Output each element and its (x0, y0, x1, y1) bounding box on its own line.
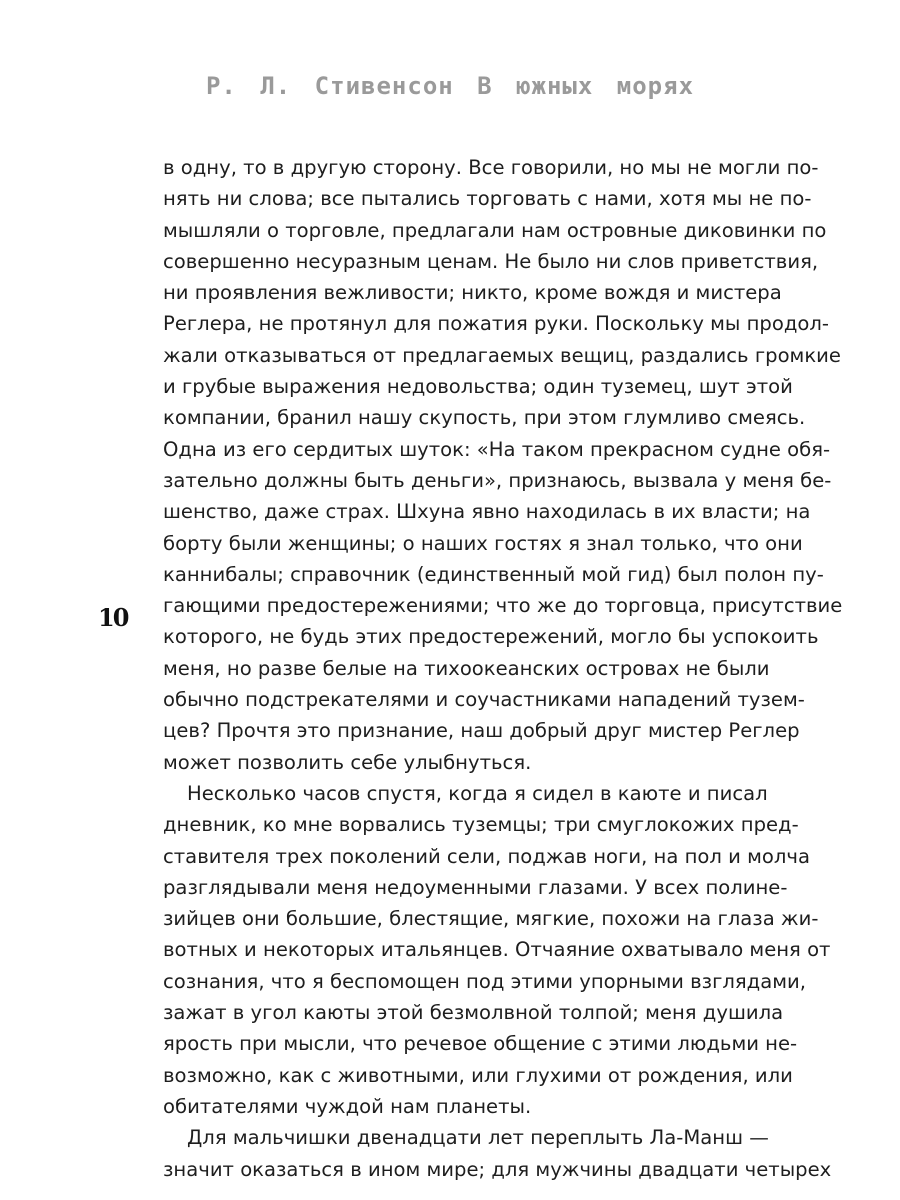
text-line: жали отказываться от предлагаемых вещиц, раздались громкие (163, 343, 841, 367)
text-line: разглядывали меня недоуменными глазами. У всех полине- (163, 875, 788, 899)
text-line: гающими предостережениями; что же до торговца, присутствие (163, 594, 843, 618)
text-line: Несколько часов спустя, когда я сидел в каюте и писал (187, 781, 768, 805)
text-line: которого, не будь этих предостережений, могло бы успокоить (163, 625, 819, 649)
text-line: значит оказаться в ином мире; для мужчины двадцати четырех (163, 1157, 832, 1181)
text-line: зийцев они большие, блестящие, мягкие, похожи на глаза жи- (163, 907, 819, 931)
text-line: зажат в угол каюты этой безмолвной толпой; меня душила (163, 1001, 784, 1025)
text-line: возможно, как с животными, или глухими от рождения, или (163, 1063, 793, 1087)
text-line: Для мальчишки двенадцати лет переплыть Ла-Манш — (187, 1126, 769, 1150)
text-line: ставителя трех поколений сели, поджав ноги, на пол и молча (163, 844, 810, 868)
text-line: Одна из его сердитых шуток: «На таком прекрасном судне обя- (163, 437, 831, 461)
text-line: ярость при мысли, что речевое общение с этими людьми не- (163, 1032, 798, 1056)
text-line: нять ни слова; все пытались торговать с нами, хотя мы не по- (163, 187, 812, 211)
text-line: сознания, что я беспомощен под этими упорными взглядами, (163, 969, 806, 993)
text-line: меня, но разве белые на тихоокеанских островах не были (163, 656, 770, 680)
paragraph (163, 778, 831, 1122)
paragraph (163, 1122, 832, 1185)
text-line: вотных и некоторых итальянцев. Отчаяние охватывало меня от (163, 938, 831, 962)
text-line: борту были женщины; о наших гостях я знал только, что они (163, 531, 803, 555)
text-line: совершенно несуразным ценам. Не было ни слов приветствия, (163, 249, 819, 273)
text-line: дневник, ко мне ворвались туземцы; три смуглокожих пред- (163, 813, 799, 837)
text-line: компании, бранил нашу скупость, при этом глумливо смеясь. (163, 406, 806, 430)
text-line: ни проявления вежливости; никто, кроме вождя и мистера (163, 281, 782, 305)
text-line: каннибалы; справочник (единственный мой гид) был полон пу- (163, 562, 824, 586)
paragraph (163, 152, 843, 778)
text-line: обычно подстрекателями и соучастниками нападений тузем- (163, 688, 805, 712)
text-line: шенство, даже страх. Шхуна явно находилась в их власти; на (163, 500, 811, 524)
page-number: 10 (98, 603, 128, 632)
text-line: в одну, то в другую сторону. Все говорили, но мы не могли по- (163, 156, 819, 179)
text-line: обитателями чуждой нам планеты. (163, 1094, 532, 1118)
running-head: Р. Л. Стивенсон В южных морях (205, 72, 695, 100)
text-line: может позволить себе улыбнуться. (163, 750, 532, 774)
text-line: и грубые выражения недовольства; один туземец, шут этой (163, 375, 793, 399)
text-line: Реглера, не протянул для пожатия руки. Поскольку мы продол- (163, 312, 829, 336)
body-text (163, 152, 843, 1185)
text-line: зательно должны быть деньги», признаюсь, вызвала у меня бе- (163, 468, 832, 492)
text-line: мышляли о торговле, предлагали нам островные диковинки по (163, 218, 827, 242)
text-line: цев? Прочтя это признание, наш добрый друг мистер Реглер (163, 719, 800, 743)
